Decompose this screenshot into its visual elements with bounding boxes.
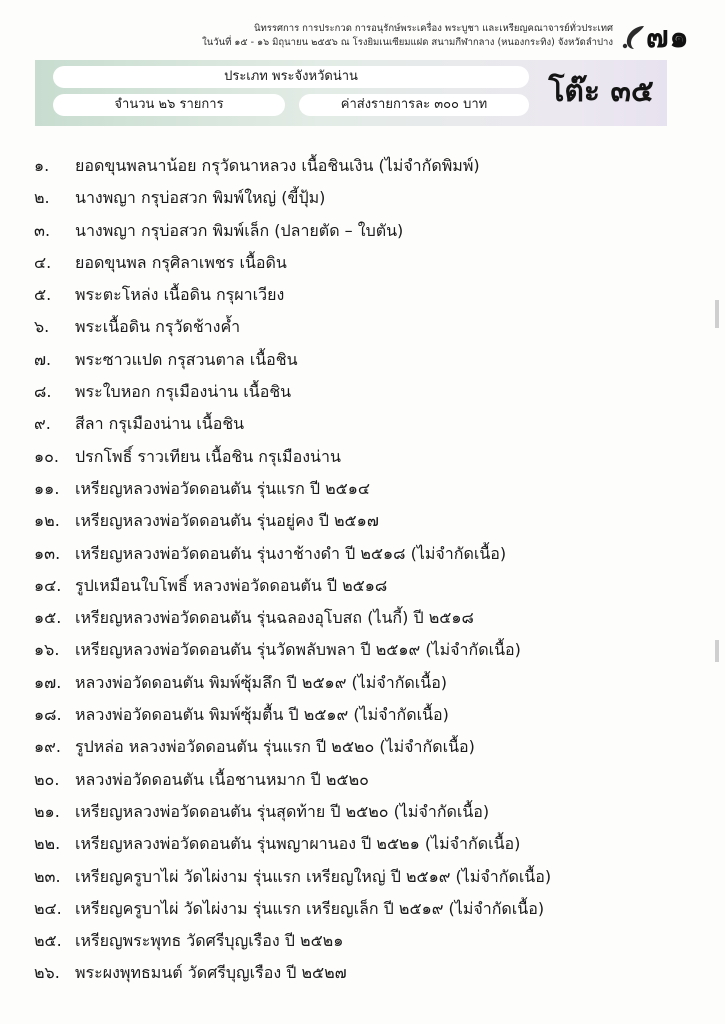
item-description: เหรียญหลวงพ่อวัดดอนตัน รุ่นแรก ปี ๒๕๑๔ xyxy=(75,478,371,498)
item-description: ปรกโพธิ์ ราวเทียน เนื้อชิน กรุเมืองน่าน xyxy=(75,446,341,466)
thai-ornament-icon xyxy=(618,22,648,52)
category-banner xyxy=(35,60,667,126)
scan-edge-mark xyxy=(715,300,719,328)
category-title: ประเภท พระจังหวัดน่าน xyxy=(53,66,529,88)
item-number: ๙. xyxy=(34,414,51,434)
item-description: เหรียญครูบาไผ่ วัดไผ่งาม รุ่นแรก เหรียญเล็ก ปี ๒๕๑๙ (ไม่จำกัดเนื้อ) xyxy=(75,898,545,918)
event-header xyxy=(202,22,613,50)
item-description: พระซาวแปด กรุสวนตาล เนื้อชิน xyxy=(75,349,298,369)
list-item xyxy=(0,861,725,893)
item-description: นางพญา กรุบ่อสวก พิมพ์ใหญ่ (ขี้ปุ้ม) xyxy=(75,188,326,208)
item-description: เหรียญหลวงพ่อวัดดอนตัน รุ่นพญาผานอง ปี ๒๕๒๑ (ไม่จำกัดเนื้อ) xyxy=(75,834,521,854)
list-item xyxy=(0,344,725,376)
item-number: ๑๒. xyxy=(34,511,60,531)
list-item xyxy=(0,634,725,666)
item-description: เหรียญหลวงพ่อวัดดอนตัน รุ่นงาช้างดำ ปี ๒๕๑๘ (ไม่จำกัดเนื้อ) xyxy=(75,543,507,563)
item-number: ๑๐. xyxy=(34,446,60,466)
list-item xyxy=(0,150,725,182)
list-item xyxy=(0,731,725,763)
list-item xyxy=(0,602,725,634)
item-description: ยอดขุนพล กรุศิลาเพชร เนื้อดิน xyxy=(75,252,287,272)
item-description: เหรียญหลวงพ่อวัดดอนตัน รุ่นอยู่คง ปี ๒๕๑๗ xyxy=(75,511,379,531)
item-description: พระใบหอก กรุเมืองน่าน เนื้อชิน xyxy=(75,382,292,402)
item-number: ๗. xyxy=(34,349,52,369)
item-count: จำนวน ๒๖ รายการ xyxy=(53,94,285,116)
item-number: ๑๓. xyxy=(34,543,61,563)
item-number: ๒. xyxy=(34,188,50,208)
list-item xyxy=(0,764,725,796)
amulet-list xyxy=(0,150,725,990)
item-number: ๑๕. xyxy=(34,608,62,628)
list-item xyxy=(0,376,725,408)
list-item xyxy=(0,925,725,957)
item-number: ๒๕. xyxy=(34,931,62,951)
item-number: ๑๑. xyxy=(34,478,60,498)
item-number: ๒๑. xyxy=(34,801,60,821)
list-item xyxy=(0,699,725,731)
item-number: ๕. xyxy=(34,285,52,305)
item-number: ๒๔. xyxy=(34,898,62,918)
item-description: รูปหล่อ หลวงพ่อวัดดอนตัน รุ่นแรก ปี ๒๕๒๐ (ไม่จำกัดเนื้อ) xyxy=(75,737,475,757)
entry-fee: ค่าส่งรายการละ ๓๐๐ บาท xyxy=(299,94,529,116)
item-description: ยอดขุนพลนาน้อย กรุวัดนาหลวง เนื้อชินเงิน (ไม่จำกัดพิมพ์) xyxy=(75,156,480,175)
page-number: ๗๑ xyxy=(646,20,690,55)
item-description: หลวงพ่อวัดดอนตัน พิมพ์ซุ้มตื้น ปี ๒๕๑๙ (ไม่จำกัดเนื้อ) xyxy=(75,705,449,725)
item-description: หลวงพ่อวัดดอนตัน พิมพ์ซุ้มลึก ปี ๒๕๑๙ (ไม่จำกัดเนื้อ) xyxy=(75,672,448,692)
list-item xyxy=(0,215,725,247)
list-item xyxy=(0,667,725,699)
item-description: เหรียญหลวงพ่อวัดดอนตัน รุ่นสุดท้าย ปี ๒๕๒๐ (ไม่จำกัดเนื้อ) xyxy=(75,801,490,821)
event-date-venue: ในวันที่ ๑๕ - ๑๖ มิถุนายน ๒๕๕๖ ณ โรงยิมเนเซียมแฝด สนามกีฬากลาง (หนองกระทิง) จังหวัดลำปาง xyxy=(202,37,613,48)
item-description: เหรียญหลวงพ่อวัดดอนตัน รุ่นฉลองอุโบสถ (ไนกี้) ปี ๒๕๑๘ xyxy=(75,608,474,628)
table-number: โต๊ะ ๓๕ xyxy=(548,74,654,109)
list-item xyxy=(0,473,725,505)
item-number: ๑๙. xyxy=(34,737,61,757)
list-item xyxy=(0,408,725,440)
event-title: นิทรรศการ การประกวด การอนุรักษ์พระเครื่อง พระบูชา และเหรียญคณาจารย์ทั่วประเทศ xyxy=(253,23,613,34)
item-number: ๖. xyxy=(34,317,50,337)
item-description: พระเนื้อดิน กรุวัดช้างค้ำ xyxy=(75,317,241,337)
item-number: ๒๒. xyxy=(34,834,61,854)
item-number: ๑๗. xyxy=(34,672,62,692)
item-description: เหรียญพระพุทธ วัดศรีบุญเรือง ปี ๒๕๒๑ xyxy=(75,931,344,951)
list-item xyxy=(0,796,725,828)
list-item xyxy=(0,893,725,925)
item-description: สีลา กรุเมืองน่าน เนื้อชิน xyxy=(75,414,245,434)
item-description: เหรียญครูบาไผ่ วัดไผ่งาม รุ่นแรก เหรียญใหญ่ ปี ๒๕๑๙ (ไม่จำกัดเนื้อ) xyxy=(75,866,552,886)
list-item xyxy=(0,570,725,602)
list-item xyxy=(0,247,725,279)
list-item xyxy=(0,957,725,989)
item-number: ๔. xyxy=(34,252,52,272)
list-item xyxy=(0,441,725,473)
item-number: ๑๘. xyxy=(34,705,62,725)
item-number: ๒๖. xyxy=(34,963,60,983)
item-description: นางพญา กรุบ่อสวก พิมพ์เล็ก (ปลายตัด – ใบตัน) xyxy=(75,220,404,240)
item-description: หลวงพ่อวัดดอนตัน เนื้อชานหมาก ปี ๒๕๒๐ xyxy=(75,769,369,789)
list-item xyxy=(0,311,725,343)
item-description: รูปเหมือนใบโพธิ์ หลวงพ่อวัดดอนตัน ปี ๒๕๑๘ xyxy=(75,575,388,595)
item-number: ๒๐. xyxy=(34,769,60,789)
list-item xyxy=(0,538,725,570)
item-number: ๒๓. xyxy=(34,866,61,886)
item-description: พระผงพุทธมนต์ วัดศรีบุญเรือง ปี ๒๕๒๗ xyxy=(75,963,347,983)
item-number: ๓. xyxy=(34,220,51,240)
list-item xyxy=(0,828,725,860)
item-number: ๑. xyxy=(34,156,50,175)
item-number: ๑๔. xyxy=(34,575,62,595)
list-item xyxy=(0,182,725,214)
list-item xyxy=(0,505,725,537)
list-item xyxy=(0,279,725,311)
item-number: ๘. xyxy=(34,382,52,402)
item-description: เหรียญหลวงพ่อวัดดอนตัน รุ่นวัดพลับพลา ปี ๒๕๑๙ (ไม่จำกัดเนื้อ) xyxy=(75,640,521,660)
scan-edge-mark xyxy=(715,640,719,662)
item-description: พระตะโหล่ง เนื้อดิน กรุผาเวียง xyxy=(75,285,285,305)
item-number: ๑๖. xyxy=(34,640,60,660)
